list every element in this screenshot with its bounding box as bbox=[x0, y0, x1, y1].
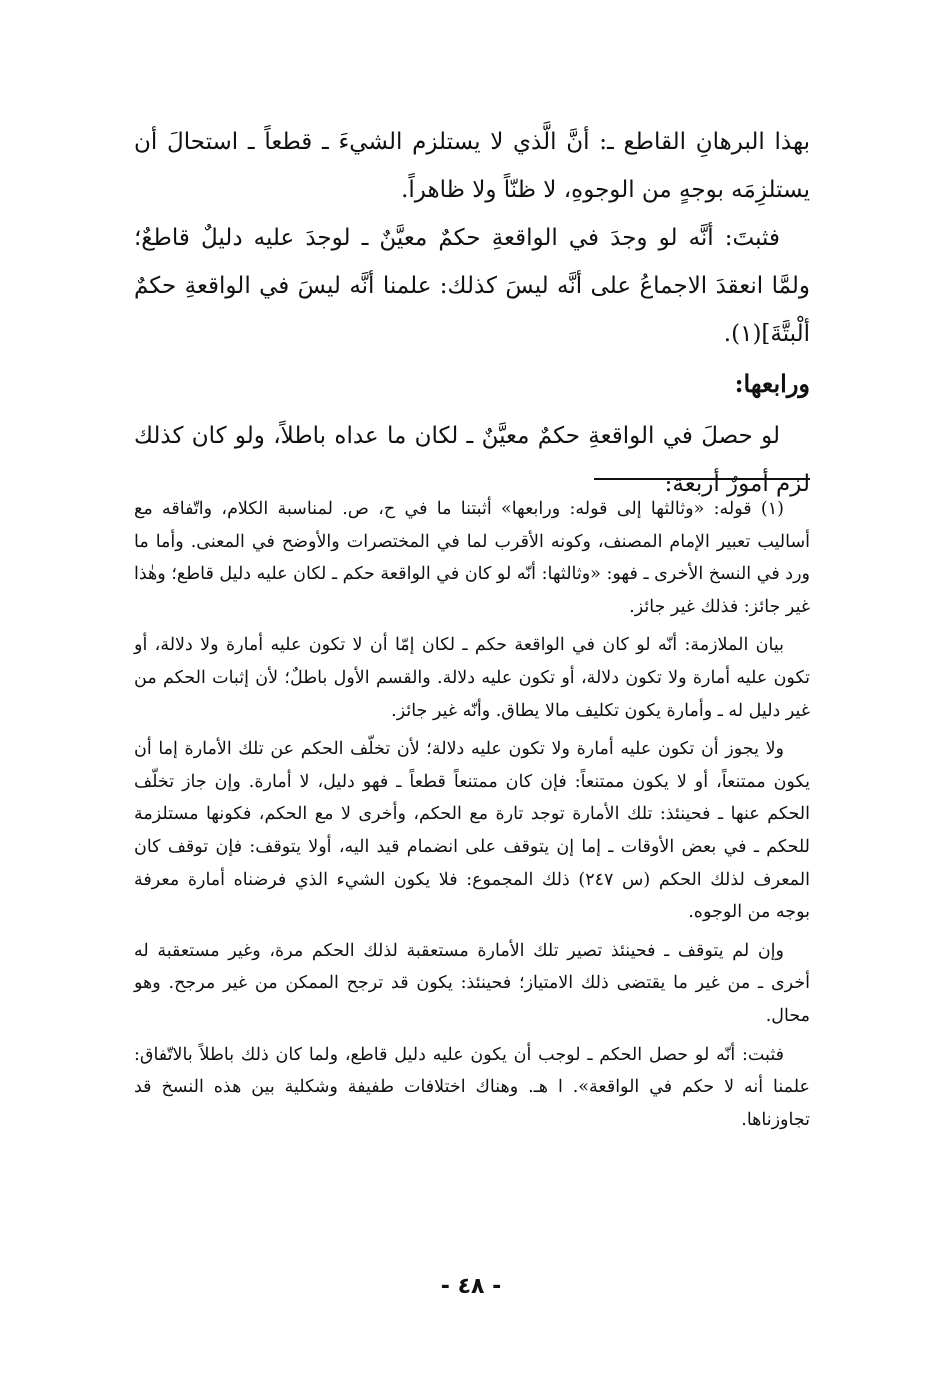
footnote-1: (١) قوله: «وثالثها إلى قوله: ورابعها» أثبتنا ما في ح، ص. لمناسبة الكلام، واتّفاقه مع أساليب تعبير الإمام المصنف، وكونه الأقرب لما في المختصرات والأوضح في المعنى. وأما ما ورد في النسخ الأخرى ـ فهو: «وثالثها: أنّه لو كان في الواقعة حكم ـ لكان عليه دليل قاطع؛ وهٰذا غير جائز: فذلك غير جائز. bbox=[134, 499, 810, 617]
main-text bbox=[134, 118, 810, 508]
footnote-paragraph-5: فثبت: أنّه لو حصل الحكم ـ لوجب أن يكون عليه دليل قاطع، ولما كان ذلك باطلاً بالاتّفاق: علمنا أنه لا حكم في الواقعة». ا هـ. وهناك اختلافات طفيفة وشكلية بين هذه النسخ قد تجاوزناها. bbox=[134, 1044, 810, 1130]
footnote-paragraph-4: وإن لم يتوقف ـ فحينئذ تصير تلك الأمارة مستعقبة لذلك الحكم مرة، وغير مستعقبة له أخرى ـ من غير ما يقتضى ذلك الامتياز؛ فحينئذ: يكون قد ترجح الممكن من غير مرجح. وهو محال. bbox=[134, 940, 810, 1026]
page-number: - ٤٨ - bbox=[440, 1274, 502, 1299]
paragraph-1: بهذا البرهانِ القاطع ـ: أنَّ الَّذي لا يستلزم الشيءَ ـ قطعاً ـ استحالَ أن يستلزِمَه بوجهٍ من الوجوهِ، لا ظنّاً ولا ظاهراً. bbox=[134, 129, 810, 203]
footnotes bbox=[134, 493, 810, 1142]
footnote-paragraph-3: ولا يجوز أن تكون عليه أمارة ولا تكون عليه دلالة؛ لأن تخلّف الحكم عن تلك الأمارة إما أن يكون ممتنعاً، أو لا يكون ممتنعاً: فإن كان ممتنعاً قطعاً ـ فهو دليل، لا أمارة. وإن جاز تخلّف الحكم عنها ـ فحينئذ: تلك الأمارة توجد تارة مع الحكم، وأخرى لا مع الحكم، فكونها مستلزمة للحكم ـ في بعض الأوقات ـ إما إن يتوقف على انضمام قيد اليه، أولا يتوقف: فإن توقف كان المعرف لذلك الحكم (س ٢٤٧) ذلك المجموع: فلا يكون الشيء الذي فرضناه أمارة معرفة بوجه من الوجوه. bbox=[134, 739, 810, 923]
paragraph-2: فثبتَ: أنَّه لو وجدَ في الواقعةِ حكمٌ معيَّنٌ ـ لوجدَ عليه دليلٌ قاطعٌ؛ ولمَّا انعقدَ الاجماعُ على أنَّه ليسَ كذلك: علمنا أنَّه ليسَ في الواقعةِ حكمٌ ألْبتَّةَ](١). bbox=[134, 225, 810, 347]
section-heading: ورابعها: bbox=[734, 369, 810, 398]
footnote-paragraph-2: بيان الملازمة: أنّه لو كان في الواقعة حكم ـ لكان إمّا أن لا تكون عليه أمارة ولا دلالة، أو تكون عليه أمارة ولا تكون دلالة، أو تكون عليه دلالة. والقسم الأول باطلٌ؛ لأن إثبات الحكم من غير دليل له ـ وأمارة يكون تكليف مالا يطاق. وأنّه غير جائز. bbox=[134, 635, 810, 721]
footnote-separator bbox=[594, 478, 810, 480]
paragraph-3: لو حصلَ في الواقعةِ حكمٌ معيَّنٌ ـ لكان ما عداه باطلاً، ولو كان كذلك لزم أمورٌ أربعة: bbox=[134, 423, 810, 497]
